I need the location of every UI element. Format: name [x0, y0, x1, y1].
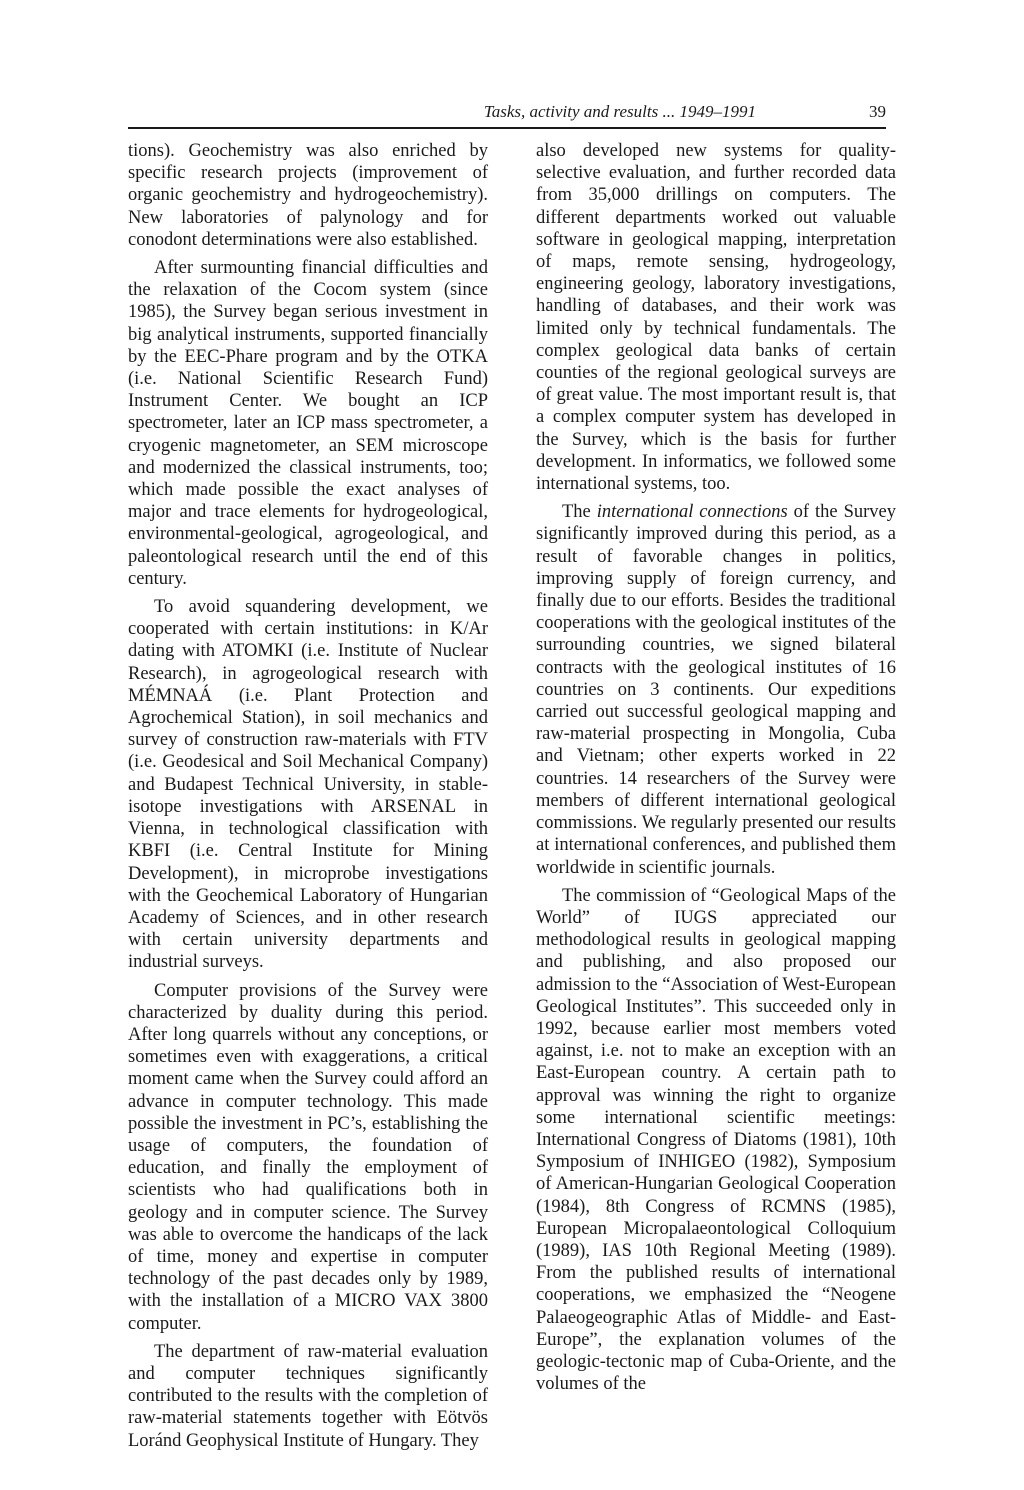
- paragraph-lead: The: [562, 502, 597, 523]
- paragraph: tions). Geochemistry was also enriched by specific research projects (improvement of organic geochemistry and hydrogeochemistry). New laboratories of palynology and for conodont determinations were also established.: [128, 141, 488, 250]
- paragraph: The commission of “Geological Maps of the World” of IUGS appreciated our methodological results in geological mapping and publishing, and also proposed our admission to the “Association of West-European Geological Institutes”. This succeeded only in 1992, because earlier most members voted against, i.e. not to make an exception with an East-European country. A certain path to approval was winning the right to organize some international scientific meetings: International Congress of Diatoms (1981), 10th Symposium of INHIGEO (1982), Symposium of American-Hungarian Geological Cooperation (1984), 8th Congress of RCMNS (1985), European Micropalaeontological Colloquium (1989), IAS 10th Regional Meeting (1989). From the published results of international cooperations, we emphasized the “Neogene Palaeogeographic Atlas of Middle- and East-Europe”, the explanation volumes of the geologic-tectonic map of Cuba-Oriente, and the volumes of the: [536, 885, 896, 1395]
- paragraph: To avoid squandering development, we cooperated with certain institutions: in K/Ar dating with ATOMKI (i.e. Institute of Nuclear Research), in agrogeological research with MÉMNAÁ (i.e. Plant Protection and Agrochemical Station), in soil mechanics and survey of construction raw-materials with FTV (i.e. Geodesical and Soil Mechanical Company) and Budapest Technical University, in stable-isotope investigations with ARSENAL in Vienna, in technological classification with KBFI (i.e. Central Institute for Mining Development), in microprobe investigations with the Geochemical Laboratory of Hungarian Academy of Sciences, and in other research with certain university departments and industrial surveys.: [128, 597, 488, 973]
- paragraph-rest: of the Survey significantly improved during this period, as a result of favorable changes in politics, improving supply of foreign currency, and finally due to our efforts. Besides the traditional cooperations with the geological institutes of the surrounding countries, we signed bilateral contracts with the geological institutes of 16 countries on 3 continents. Our expeditions carried out successful geological mapping and raw-material prospecting in Mongolia, Cuba and Vietnam; other experts worked in 22 countries. 14 researchers of the Survey were members of different international geological commissions. We regularly presented our results at international conferences, and published them worldwide in scientific journals.: [536, 502, 896, 878]
- running-title: Tasks, activity and results ... 1949–1991: [483, 102, 756, 121]
- paragraph: After surmounting financial difficulties and the relaxation of the Cocom system (since 1985), the Survey began serious investment in big analytical instruments, supported financially by the EEC-Phare program and by the OTKA (i.e. National Scientific Research Fund) Instrument Center. We bought an ICP spectrometer, later an ICP mass spectrometer, a cryogenic magnetometer, an SEM microscope and modernized the classical instruments, too; which made possible the exact analyses of major and trace elements for hydrogeological, environmental-geological, agrogeological, and paleontological research until the end of this century.: [128, 258, 488, 589]
- paragraph: also developed new systems for quality-selective evaluation, and further recorded data from 35,000 drillings on computers. The different departments worked out valuable software in geological mapping, interpretation of maps, remote sensing, hydrogeology, engineering geology, laboratory investigations, handling of databases, and their work was limited only by technical fundamentals. The complex geological data banks of certain counties of the regional geological surveys are of great value. The most important result is, that a complex computer system has developed in the Survey, which is the basis for further development. In informatics, we followed some international systems, too.: [536, 141, 896, 495]
- emphasis-international-connections: international connections: [596, 502, 788, 523]
- right-column: [536, 140, 896, 1401]
- paragraph: Computer provisions of the Survey were characterized by duality during this period. After long quarrels without any conceptions, or sometimes even with exaggerations, a critical moment came when the Survey could afford an advance in computer technology. This made possible the investment in PC’s, establishing the usage of computers, the foundation of education, and finally the employment of scientists who had qualifications both in geology and in computer science. The Survey was able to overcome the handicaps of the lack of time, money and expertise in computer technology of the past decades only by 1989, with the installation of a MICRO VAX 3800 computer.: [128, 980, 488, 1334]
- paragraph: [536, 501, 896, 878]
- page-number: 39: [869, 102, 886, 121]
- running-head: [128, 98, 886, 124]
- left-column: [128, 140, 488, 1458]
- paragraph: The department of raw-material evaluation and computer techniques significantly contributed to the results with the completion of raw-material statements together with Eötvös Loránd Geophysical Institute of Hungary. They: [128, 1341, 488, 1451]
- header-rule: [128, 127, 886, 129]
